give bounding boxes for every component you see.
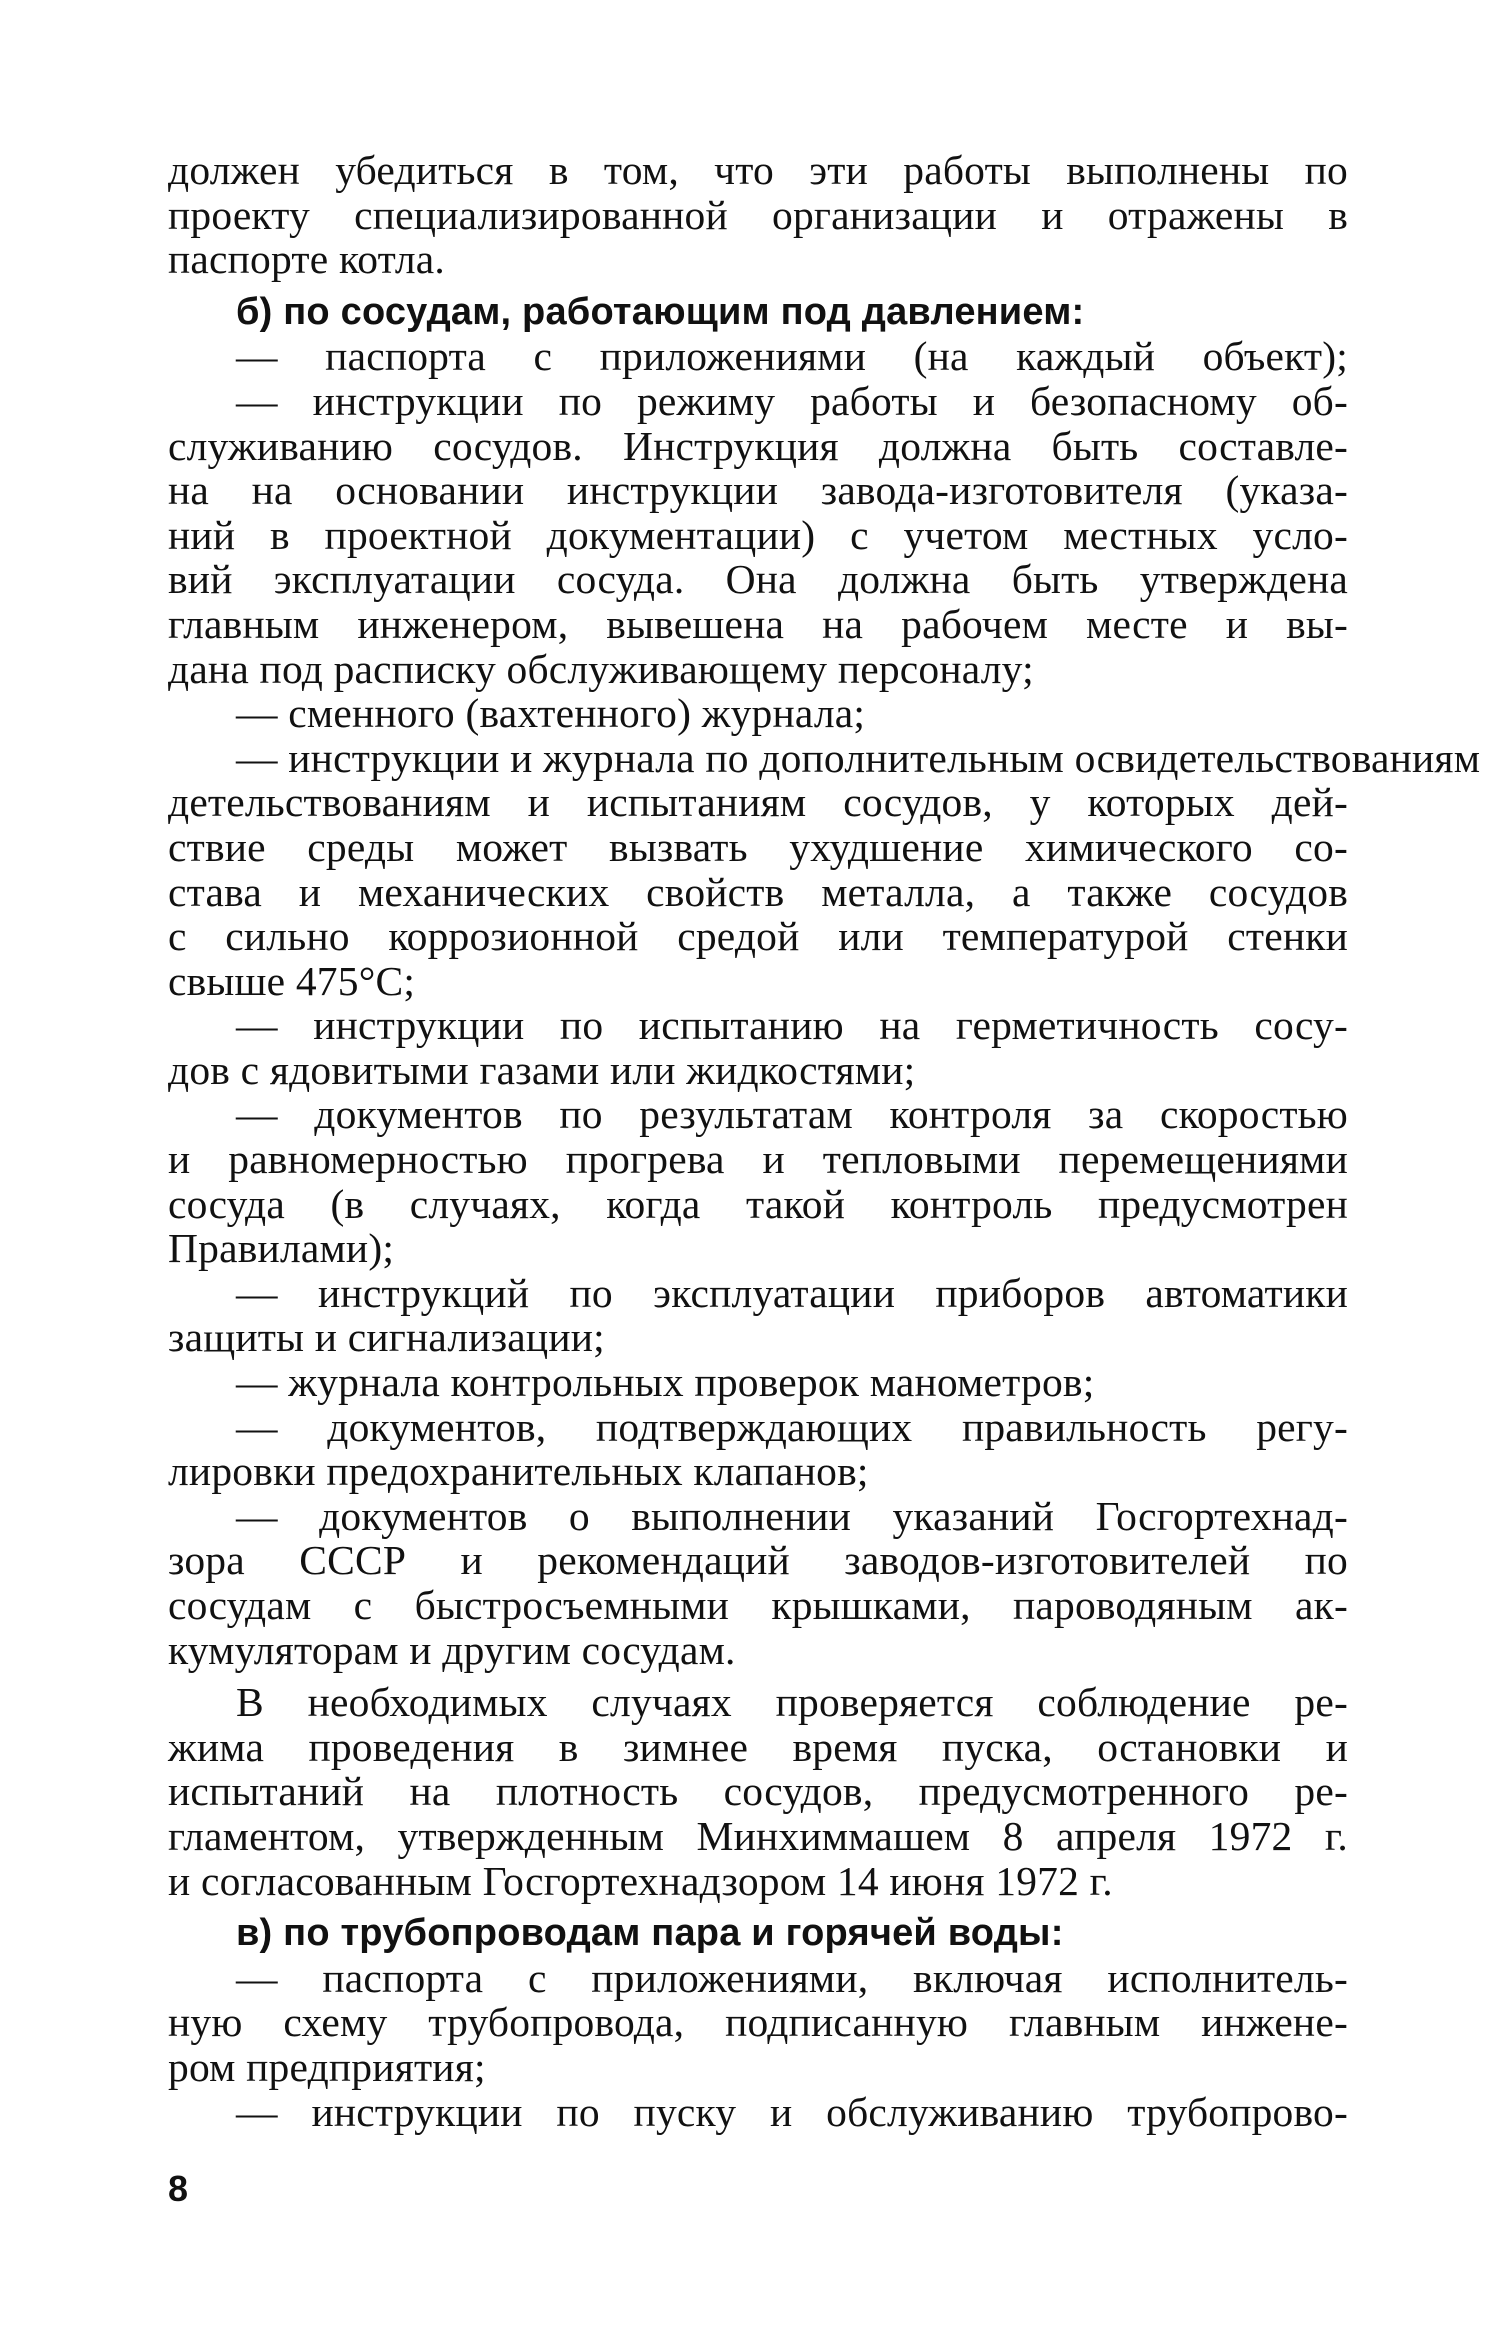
text-line-9: ний в проектной документации) с учетом местных усло- [168,511,1348,558]
text-line-6: — инструкции по режиму работы и безопасному об- [236,377,1348,424]
text-line-38: гламентом, утвержденным Минхиммашем 8 апреля 1972 г. [168,1812,1348,1859]
text-line-5: — паспорта с приложениями (на каждый объект); [236,333,1348,380]
text-line-12: дана под расписку обслуживающему персоналу; [168,645,1034,692]
text-line-8: на на основании инструкции завода-изготовителя (указа- [168,467,1348,514]
text-line-33: сосудам с быстросъемными крышками, пароводяным ак- [168,1582,1348,1628]
text-line-42: ную схему трубопровода, подписанную главным инжене- [168,1999,1348,2046]
text-line-31: — документов о выполнении указаний Госгортехнад- [236,1492,1348,1539]
text-line-29: — документов, подтверждающих правильность регу- [236,1403,1348,1450]
text-line-15: детельствованиям и испытаниям сосудов, у которых дей- [168,779,1348,826]
text-line-3: паспорте котла. [168,236,446,283]
text-line-30: лировки предохранительных клапанов; [168,1448,869,1495]
text-line-35: В необходимых случаях проверяется соблюдение ре- [236,1679,1348,1726]
text-line-28: — журнала контрольных проверок манометров; [236,1359,1095,1406]
section-heading-b: б) по сосудам, работающим под давлением: [236,290,1085,333]
text-line-34: кумуляторам и другим сосудам. [168,1626,736,1673]
text-line-11: главным инженером, вывешена на рабочем месте и вы- [168,600,1348,647]
text-line-19: свыше 475°С; [168,957,416,1004]
text-line-21: дов с ядовитыми газами или жидкостями; [168,1046,916,1093]
page-number: 8 [168,2168,189,2209]
text-line-32: зора СССР и рекомендаций заводов-изготовителей по [168,1537,1348,1584]
text-line-37: испытаний на плотность сосудов, предусмотренного ре- [168,1768,1348,1815]
text-line-44: — инструкции по пуску и обслуживанию трубопрово- [236,2088,1348,2135]
text-line-2: проекту специализированной организации и отражены в [168,191,1348,238]
text-line-16: ствие среды может вызвать ухудшение химического со- [168,823,1348,870]
text-line-1: должен убедиться в том, что эти работы выполнены по [168,147,1348,193]
text-line-23: и равномерностью прогрева и тепловыми перемещениями [168,1136,1348,1183]
text-line-14: — инструкции и журнала по дополнительным освидетельствованиям [236,734,1481,781]
text-line-27: защиты и сигнализации; [168,1314,605,1361]
document-page [168,147,1481,2135]
text-line-10: вий эксплуатации сосуда. Она должна быть утверждена [168,556,1348,603]
text-line-18: с сильно коррозионной средой или температурой стенки [168,913,1348,960]
text-line-26: — инструкций по эксплуатации приборов автоматики [236,1269,1348,1316]
section-heading-v: в) по трубопроводам пара и горячей воды: [236,1912,1064,1955]
text-line-13: — сменного (вахтенного) журнала; [236,690,866,737]
text-line-22: — документов по результатам контроля за скоростью [236,1091,1348,1138]
text-line-41: — паспорта с приложениями, включая исполнитель- [236,1954,1348,2001]
text-line-36: жима проведения в зимнее время пуска, остановки и [168,1723,1348,1770]
text-line-7: служиванию сосудов. Инструкция должна быть составле- [168,422,1348,469]
text-line-43: ром предприятия; [168,2043,486,2090]
text-line-24: сосуда (в случаях, когда такой контроль предусмотрен [168,1180,1348,1227]
text-line-17: става и механических свойств металла, а также сосудов [168,868,1348,915]
text-line-39: и согласованным Госгортехнадзором 14 июня 1972 г. [168,1857,1113,1904]
text-line-20: — инструкции по испытанию на герметичность сосу- [236,1002,1348,1049]
text-line-25: Правилами); [168,1225,395,1272]
